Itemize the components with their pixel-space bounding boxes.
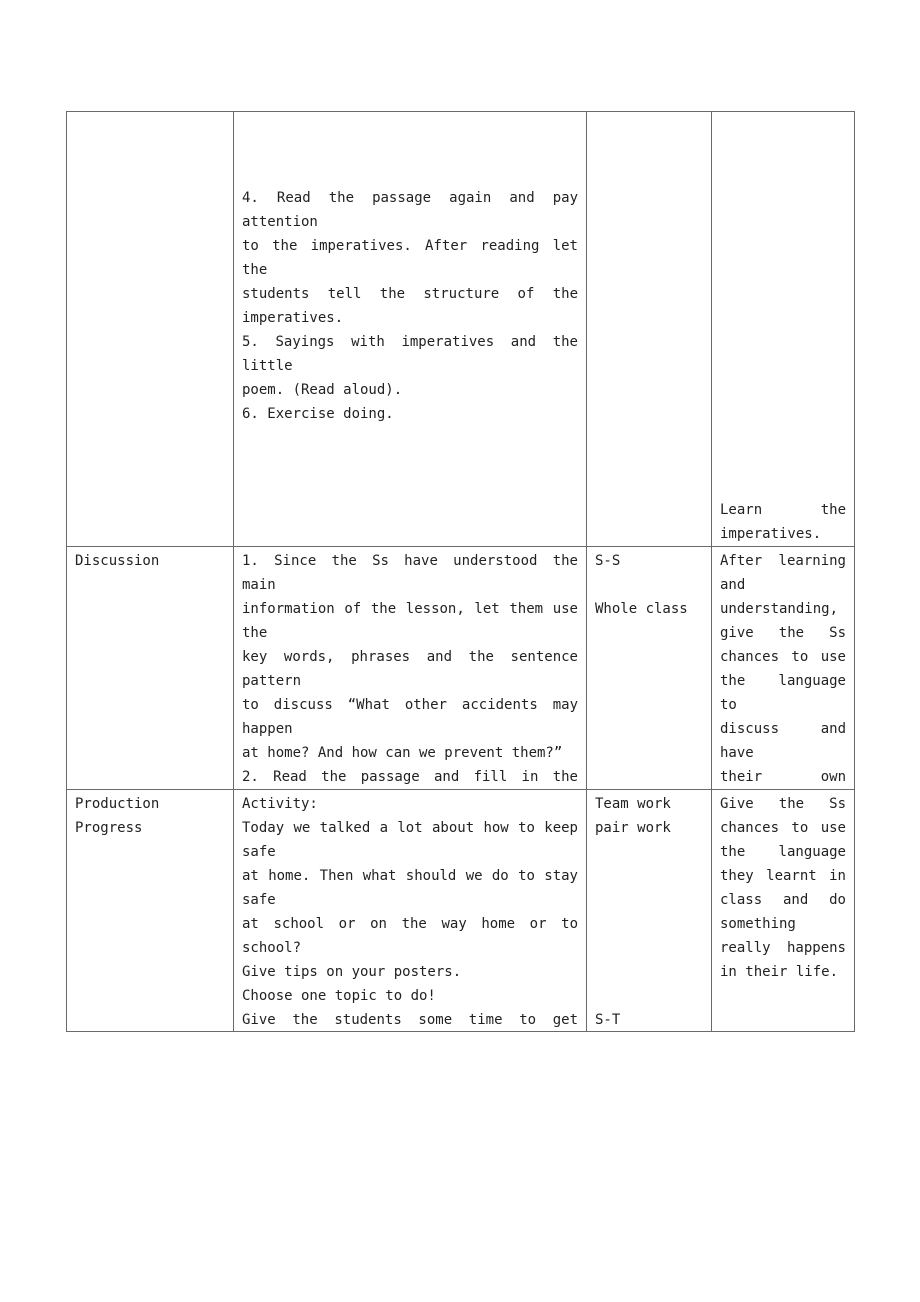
procedure-line: information of the lesson, let them use the (242, 601, 578, 641)
procedure-line: Choose one topic to do! (242, 988, 436, 1004)
interaction-label: S-S (595, 553, 621, 569)
purpose-cell (712, 112, 855, 547)
lesson-plan-table (66, 111, 855, 1032)
procedure-line: key words, phrases and the sentence pattern (242, 649, 578, 689)
procedure-line: Activity: (242, 796, 318, 812)
procedure-line: 6. Exercise doing. (242, 406, 394, 422)
purpose-line: Learn the (720, 502, 846, 518)
stage-cell (67, 790, 234, 1032)
procedure-line: 4. Read the passage again and pay attention (242, 190, 578, 230)
procedure-cell (234, 112, 587, 547)
purpose-line: understanding, (720, 601, 839, 617)
purpose-line: something (720, 916, 796, 932)
interaction-label: S-T (595, 1012, 621, 1028)
procedure-line: Give tips on your posters. (242, 964, 462, 980)
procedure-line: 1. Since the Ss have understood the main (242, 553, 578, 593)
table-row (67, 112, 855, 547)
stage-cell (67, 547, 234, 790)
purpose-line: imperatives. (720, 526, 822, 542)
stage-cell (67, 112, 234, 547)
procedure-line: students tell the structure of the (242, 286, 578, 302)
interaction-cell (587, 112, 712, 547)
purpose-line: the language (720, 844, 846, 860)
procedure-line: 5. Sayings with imperatives and the little (242, 334, 578, 374)
interaction-label: Whole class (595, 601, 688, 617)
purpose-line: discuss and have (720, 721, 846, 761)
procedure-line: at home? And how can we prevent them?” (242, 745, 563, 761)
purpose-cell (712, 547, 855, 790)
purpose-line: the language to (720, 673, 846, 713)
procedure-line: Give the students some time to get (242, 1012, 578, 1028)
purpose-line: in their life. (720, 964, 839, 980)
procedure-cell (234, 547, 587, 790)
procedure-line: to discuss “What other accidents may happen (242, 697, 578, 737)
stage-label: Production Progress (75, 796, 160, 836)
procedure-line: imperatives. (242, 310, 344, 326)
interaction-label: pair work (595, 820, 671, 836)
procedure-line: to the imperatives. After reading let the (242, 238, 578, 278)
procedure-line: Today we talked a lot about how to keep safe (242, 820, 578, 860)
table-row (67, 547, 855, 790)
stage-label: Discussion (75, 553, 160, 569)
purpose-line: and (720, 577, 746, 593)
procedure-line: 2. Read the passage and fill in the (242, 769, 578, 785)
interaction-cell (587, 547, 712, 790)
purpose-cell (712, 790, 855, 1032)
purpose-line: chances to use (720, 820, 846, 836)
purpose-line: After learning (720, 553, 846, 569)
purpose-line: chances to use (720, 649, 846, 665)
procedure-cell (234, 790, 587, 1032)
procedure-line: at school or on the way home or to school? (242, 916, 578, 956)
table-row (67, 790, 855, 1032)
purpose-line: Give the Ss (720, 796, 846, 812)
interaction-label: Team work (595, 796, 671, 812)
procedure-line: at home. Then what should we do to stay safe (242, 868, 578, 908)
purpose-line: give the Ss (720, 625, 846, 641)
procedure-line: poem. (Read aloud). (242, 382, 403, 398)
purpose-line: class and do (720, 892, 846, 908)
purpose-line: they learnt in (720, 868, 846, 884)
purpose-line: their own (720, 769, 846, 785)
purpose-line: really happens (720, 940, 846, 956)
interaction-cell (587, 790, 712, 1032)
